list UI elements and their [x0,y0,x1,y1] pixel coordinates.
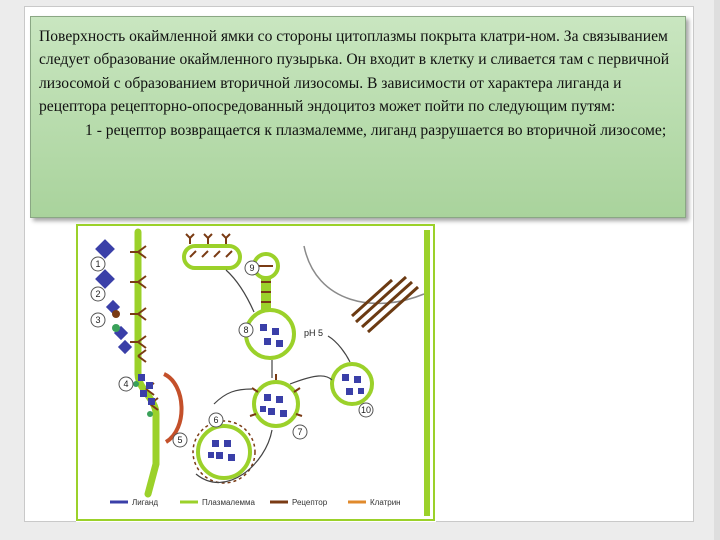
paragraph-item-1: 1 - рецептор возвращается к плазмалемме, лиганд разрушается во вторичной лизосоме; [85,121,667,139]
slide-text-box [30,16,686,218]
nuclear-arc [304,246,424,303]
step-label-5: 5 [177,435,183,445]
plasma-membrane [138,232,156,494]
legend [110,498,401,507]
recycling-vesicle [184,234,240,268]
step-label-4: 4 [123,379,129,389]
right-edge-bar [714,0,720,540]
right-membrane-strip [424,230,430,516]
coated-vesicle-step-5 [193,421,255,483]
ph-label: pH 5 [304,328,324,338]
step-label-10: 10 [360,405,372,415]
step-label-2: 2 [95,289,101,299]
step-label-7: 7 [297,427,303,437]
endocytosis-diagram [76,224,436,522]
legend-membrane: Плазмалемма [202,498,255,507]
clathrin-arc [164,374,182,442]
golgi-stack [352,277,418,332]
lysosome-step-10 [332,364,372,404]
paragraph-main: Поверхность окаймленной ямки со стороны цитоплазмы покрыта клатри-ном. За связыванием следует образование окаймленного пузырька. Он входит в клетку и сливается там с первичной лизосомой с образованием вторичной лизосомы. В зависимости от характера лиганда и рецептора рецепторно-опосредованный эндоцитоз может пойти по следующим путям: [39,28,670,116]
step-label-circles [91,257,373,447]
legend-ligand: Лиганд [132,498,158,507]
step-label-9: 9 [249,263,255,273]
legend-clathrin: Клатрин [370,498,401,507]
step-label-6: 6 [213,415,219,425]
step-label-3: 3 [95,315,101,325]
legend-receptor: Рецептор [292,498,328,507]
step-label-1: 1 [95,259,101,269]
step-label-8: 8 [243,325,249,335]
